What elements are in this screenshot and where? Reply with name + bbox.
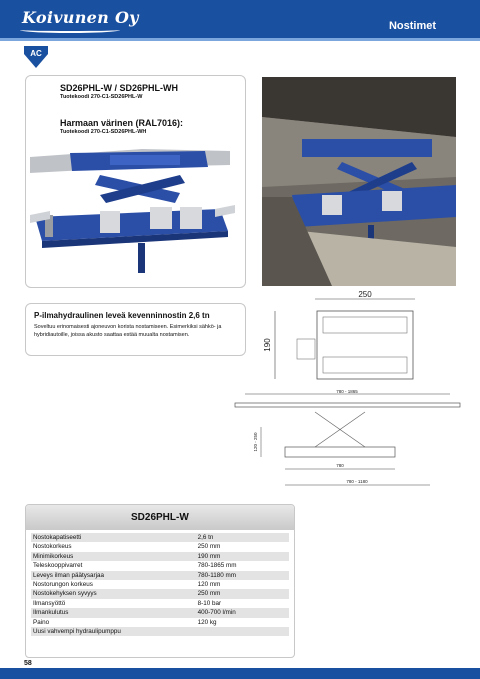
dim-base-width: 780	[336, 463, 344, 468]
table-row	[31, 599, 289, 608]
spec-value: 780-1865 mm	[197, 562, 237, 570]
spec-label: Nostokorkeus	[33, 543, 72, 551]
dim-arm-span: 780 - 1865	[336, 389, 358, 394]
table-row	[31, 589, 289, 598]
section-title: Nostimet	[388, 20, 436, 32]
description-title: P-ilmahydraulinen leveä kevenninnostin 2,6 tn	[34, 311, 210, 320]
page-number: 58	[24, 660, 32, 667]
variant-code: Tuotekoodi 270-C1-SD26PHL-WH	[60, 129, 147, 135]
spec-label: Uusi vahvempi hydraulipumppu	[31, 627, 289, 636]
spec-table	[31, 533, 289, 636]
description-text: Soveltuu erinomaisesti ajoneuvon korista nostamiseen. Esimerkiksi sähkö- ja hybridiautoille, joissa akusto saattaa estää muualta nostamisen.	[34, 324, 222, 338]
spec-value: 400-700 l/min	[194, 608, 289, 617]
dim-top-width: 250	[358, 290, 372, 299]
spec-label: Teleskooppivarret	[33, 562, 83, 570]
spec-label: Ilmankulutus	[31, 608, 194, 617]
lift-product-image	[30, 145, 235, 280]
header-stripe	[0, 38, 480, 41]
workshop-photo	[262, 77, 456, 286]
table-row	[31, 608, 289, 617]
spec-value: 8-10 bar	[197, 599, 222, 607]
spec-label: Nostokapatiseetti	[31, 533, 194, 542]
spec-label: Paino	[33, 618, 50, 626]
spec-label: Minimikorkeus	[31, 552, 194, 561]
spec-table-box	[25, 504, 295, 658]
spec-value: 190 mm	[194, 552, 289, 561]
variant-title: Harmaan värinen (RAL7016):	[60, 118, 184, 128]
table-row	[31, 552, 289, 561]
table-row	[31, 533, 289, 542]
dimension-drawings	[225, 287, 465, 502]
spec-label: Nostorungon korkeus	[33, 581, 93, 589]
spec-value: 780-1180 mm	[194, 571, 289, 580]
product-title: SD26PHL-W / SD26PHL-WH	[60, 83, 179, 93]
spec-table-title: SD26PHL-W	[131, 512, 189, 523]
spec-label: Leveys ilman päätysarjaa	[31, 571, 194, 580]
table-row	[31, 618, 289, 627]
table-row	[31, 561, 289, 570]
table-row	[31, 542, 289, 551]
spec-label: Nostokehyksen syvyys	[31, 589, 194, 598]
badge-text: AC	[30, 49, 42, 58]
spec-table-header	[26, 505, 294, 530]
dim-base-range: 780 - 1180	[346, 479, 368, 484]
spec-value: 2,6 tn	[194, 533, 289, 542]
spec-value: 120 mm	[197, 581, 221, 589]
table-row	[31, 627, 289, 636]
brand-logo: Koivunen Oy	[22, 8, 139, 27]
spec-value: 250 mm	[197, 543, 221, 551]
logo-swoosh	[20, 27, 120, 33]
table-row	[31, 571, 289, 580]
product-code: Tuotekoodi 270-C1-SD26PHL-W	[60, 94, 143, 100]
ac-badge-icon	[24, 46, 48, 68]
spec-value: 120 kg	[197, 618, 217, 626]
dim-height-range: 120 - 250	[253, 432, 258, 452]
dim-top-height: 190	[263, 338, 272, 352]
spec-label: Ilmansyöttö	[33, 599, 66, 607]
page-header	[0, 0, 480, 38]
table-row	[31, 580, 289, 589]
spec-value: 250 mm	[194, 589, 289, 598]
page-footer	[0, 668, 480, 679]
